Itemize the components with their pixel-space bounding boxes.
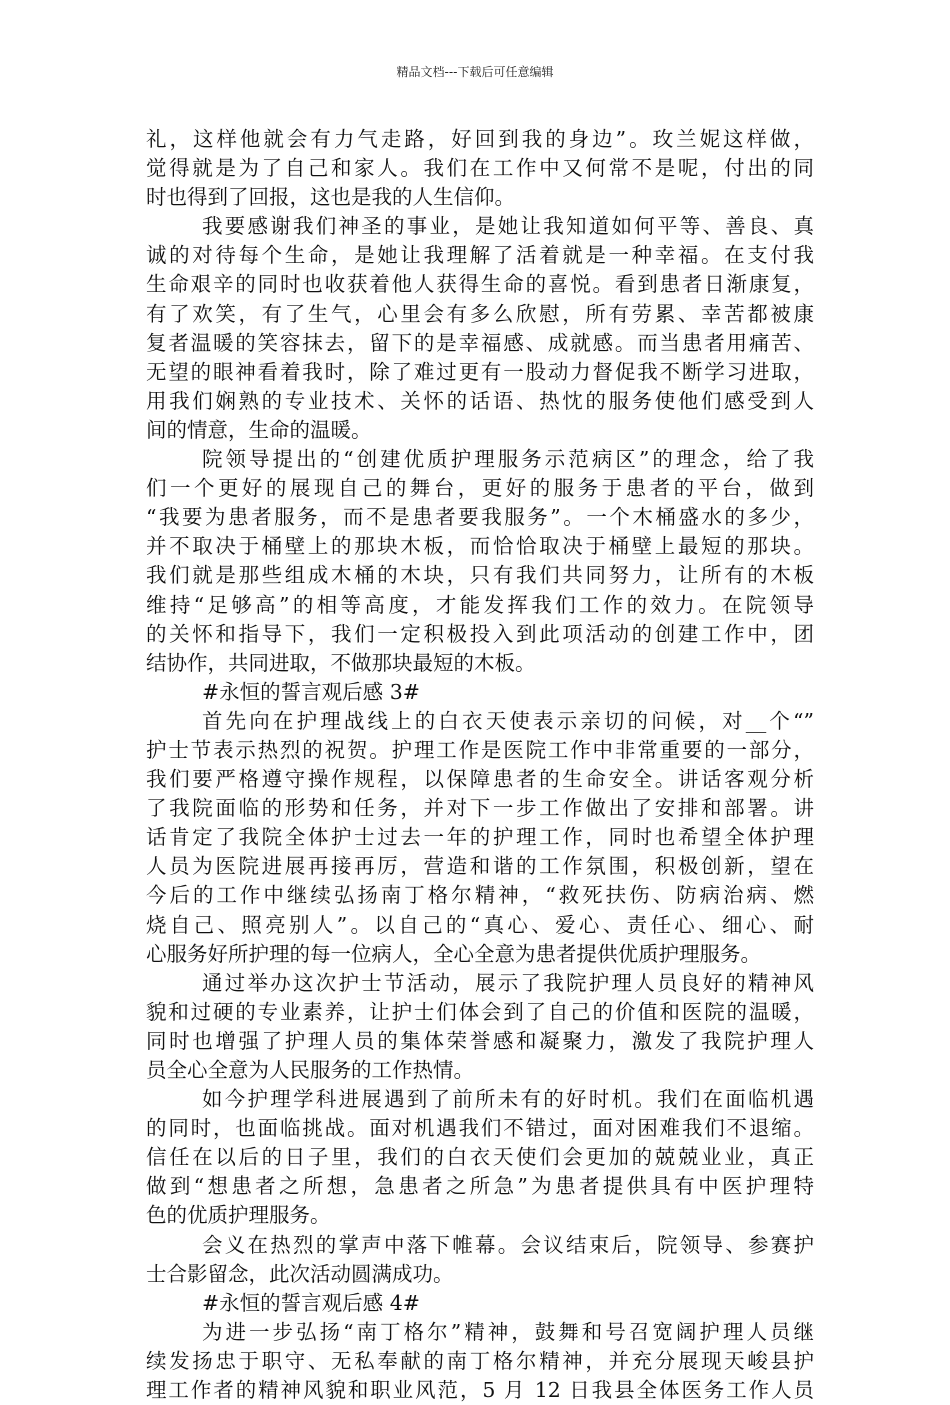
text-line: 礼，这样他就会有力气走路，好回到我的身边”。玫兰妮这样做， — [146, 127, 814, 151]
text-line: 貌和过硬的专业素养，让护士们体会到了自己的价值和医院的温暖， — [146, 999, 814, 1024]
text-line: 烧自己、照亮别人”。以自己的“真心、爱心、责任心、细心、耐 — [146, 912, 814, 937]
text-line: 有了欢笑，有了生气，心里会有多么欣慰，所有劳累、幸苦都被康 — [146, 301, 814, 326]
page-header: 精品文档---下载后可任意编辑 — [396, 65, 554, 79]
paragraph — [146, 678, 814, 707]
text-line: 诚的对待每个生命，是她让我理解了活着就是一种幸福。在支付我 — [146, 243, 814, 268]
text-line: 今后的工作中继续弘扬南丁格尔精神，“救死扶伤、防病治病、燃 — [146, 883, 814, 908]
text-line: 士合影留念，此次活动圆满成功。 — [146, 1261, 454, 1286]
text-line: 用我们娴熟的专业技术、关怀的话语、热忱的服务使他们感受到人 — [146, 388, 814, 413]
text-line: 会义在热烈的掌声中落下帷幕。会议结束后，院领导、参赛护 — [202, 1232, 814, 1257]
paragraph — [146, 125, 814, 212]
text-line: 色的优质护理服务。 — [146, 1203, 331, 1228]
text-line: 护士节表示热烈的祝贺。护理工作是医院工作中非常重要的一部分， — [146, 737, 814, 762]
text-line: #永恒的誓言观后感 4# — [202, 1290, 420, 1315]
text-line: 院领导提出的“创建优质护理服务示范病区”的理念，给了我 — [202, 447, 814, 472]
paragraph — [146, 1318, 814, 1405]
text-line: 同时也增强了护理人员的集体荣誉感和凝聚力，激发了我院护理人 — [146, 1028, 814, 1053]
document-body — [146, 125, 814, 1405]
text-line: 生命艰辛的同时也收获着他人获得生命的喜悦。看到患者日渐康复， — [146, 272, 814, 297]
text-line: 的关怀和指导下，我们一定积极投入到此项活动的创建工作中，团 — [146, 621, 814, 646]
paragraph — [146, 445, 814, 678]
text-line: 时也得到了回报，这也是我的人生信仰。 — [146, 185, 515, 210]
text-line: 维持“足够高”的相等高度，才能发挥我们工作的效力。在院领导 — [146, 592, 814, 617]
text-line: 首先向在护理战线上的白衣天使表示亲切的问候，对__个“” — [202, 708, 814, 733]
text-line: 的同时，也面临挑战。面对机遇我们不错过，面对困难我们不退缩。 — [146, 1116, 814, 1141]
paragraph — [146, 212, 814, 445]
text-line: 并不取决于桶壁上的那块木板，而恰恰取决于桶壁上最短的那块。 — [146, 534, 814, 559]
text-line: #永恒的誓言观后感 3# — [202, 679, 420, 704]
text-line: 心服务好所护理的每一位病人，全心全意为患者提供优质护理服务。 — [146, 941, 761, 966]
text-line: 觉得就是为了自己和家人。我们在工作中又何常不是呢，付出的同 — [146, 156, 814, 181]
text-line: 间的情意，生命的温暖。 — [146, 417, 372, 442]
text-line: 做到“想患者之所想，急患者之所急”为患者提供具有中医护理特 — [146, 1174, 814, 1199]
text-line: 如今护理学科进展遇到了前所未有的好时机。我们在面临机遇 — [202, 1087, 814, 1112]
text-line: 我要感谢我们神圣的事业，是她让我知道如何平等、善良、真 — [202, 214, 814, 239]
text-line: 员全心全意为人民服务的工作热情。 — [146, 1058, 474, 1082]
paragraph — [146, 707, 814, 969]
text-line: 我们要严格遵守操作规程，以保障患者的生命安全。讲话客观分析 — [146, 767, 814, 792]
text-line: 话肯定了我院全体护士过去一年的护理工作，同时也希望全体护理 — [146, 825, 814, 850]
paragraph — [146, 1289, 814, 1318]
text-line: 通过举办这次护士节活动，展示了我院护理人员良好的精神风 — [202, 970, 814, 995]
text-line: 结协作，共同进取，不做那块最短的木板。 — [146, 650, 536, 675]
text-line: 复者温暖的笑容抹去，留下的是幸福感、成就感。而当患者用痛苦、 — [146, 330, 814, 355]
text-line: 无望的眼神看着我时，除了难过更有一股动力督促我不断学习进取， — [146, 359, 814, 384]
text-line: 为进一步弘扬“南丁格尔”精神，鼓舞和号召宽阔护理人员继 — [202, 1319, 814, 1344]
paragraph — [146, 969, 814, 1085]
text-line: 人员为医院进展再接再厉，营造和谐的工作氛围，积极创新，望在 — [146, 854, 814, 879]
paragraph — [146, 1085, 814, 1230]
text-line: 了我院面临的形势和任务，并对下一步工作做出了安排和部署。讲 — [146, 796, 814, 821]
text-line: 信任在以后的日子里，我们的白衣天使们会更加的兢兢业业，真正 — [146, 1145, 814, 1170]
paragraph — [146, 1231, 814, 1289]
text-line: “我要为患者服务，而不是患者要我服务”。一个木桶盛水的多少， — [146, 505, 814, 530]
text-line: 我们就是那些组成木桶的木块，只有我们共同努力，让所有的木板 — [146, 563, 814, 588]
text-line: 们一个更好的展现自己的舞台，更好的服务于患者的平台，做到 — [146, 476, 814, 501]
text-line: 续发扬忠于职守、无私奉献的南丁格尔精神，并充分展现天峻县护 — [146, 1348, 814, 1373]
text-line: 理工作者的精神风貌和职业风范，5 月 12 日我县全体医务工作人员 — [146, 1378, 814, 1403]
